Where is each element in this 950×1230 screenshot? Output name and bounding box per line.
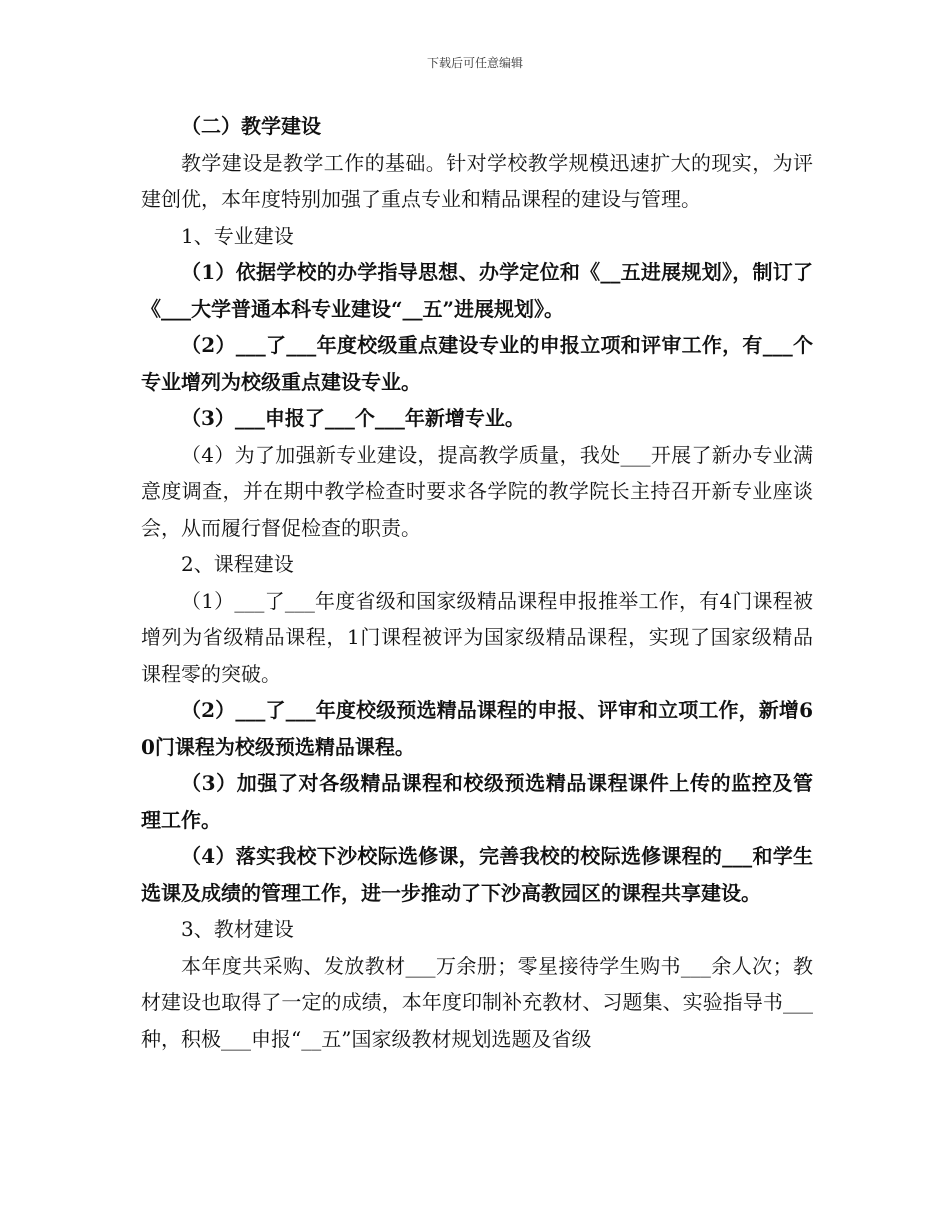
page-header: 下载后可任意编辑 xyxy=(426,56,523,70)
section-heading-teaching-construction: （二）教学建设 xyxy=(181,114,321,138)
subheading-course-construction: 2、课程建设 xyxy=(181,552,294,576)
paragraph-course-3: （3）加强了对各级精品课程和校级预选精品课程课件上传的监控及管理工作。 xyxy=(141,771,813,832)
paragraph-major-3: （3）___申报了___个___年新增专业。 xyxy=(181,406,525,430)
paragraph-textbook: 本年度共采购、发放教材___万余册；零星接待学生购书___余人次；教材建设也取得了一定的成绩，本年度印制补充教材、习题集、实验指导书___种，积极___申报“__五”国家级教材规划选题及省级 xyxy=(141,953,813,1051)
paragraph-course-1: （1）___了___年度省级和国家级精品课程申报推举工作，有4门课程被增列为省级精品课程，1门课程被评为国家级精品课程，实现了国家级精品课程零的突破。 xyxy=(141,588,813,686)
paragraph-major-2: （2）___了___年度校级重点建设专业的申报立项和评审工作，有___个专业增列为校级重点建设专业。 xyxy=(141,333,813,394)
paragraph-course-2: （2）___了___年度校级预选精品课程的申报、评审和立项工作，新增60门课程为校级预选精品课程。 xyxy=(141,698,813,759)
paragraph-major-4: （4）为了加强新专业建设，提高教学质量，我处___开展了新办专业满意度调查，并在期中教学检查时要求各学院的教学院长主持召开新专业座谈会，从而履行督促检查的职责。 xyxy=(141,442,813,540)
document-body xyxy=(141,108,813,1057)
paragraph-course-4: （4）落实我校下沙校际选修课，完善我校的校际选修课程的___和学生选课及成绩的管理工作，进一步推动了下沙高教园区的课程共享建设。 xyxy=(141,844,813,905)
paragraph-major-1: （1）依据学校的办学指导思想、办学定位和《__五进展规划》，制订了《___大学普通本科专业建设“__五”进展规划》。 xyxy=(141,260,813,321)
subheading-major-construction: 1、专业建设 xyxy=(181,223,294,248)
paragraph-intro: 教学建设是教学工作的基础。针对学校教学规模迅速扩大的现实，为评建创优，本年度特别加强了重点专业和精品课程的建设与管理。 xyxy=(141,150,813,211)
subheading-textbook-construction: 3、教材建设 xyxy=(181,917,294,941)
